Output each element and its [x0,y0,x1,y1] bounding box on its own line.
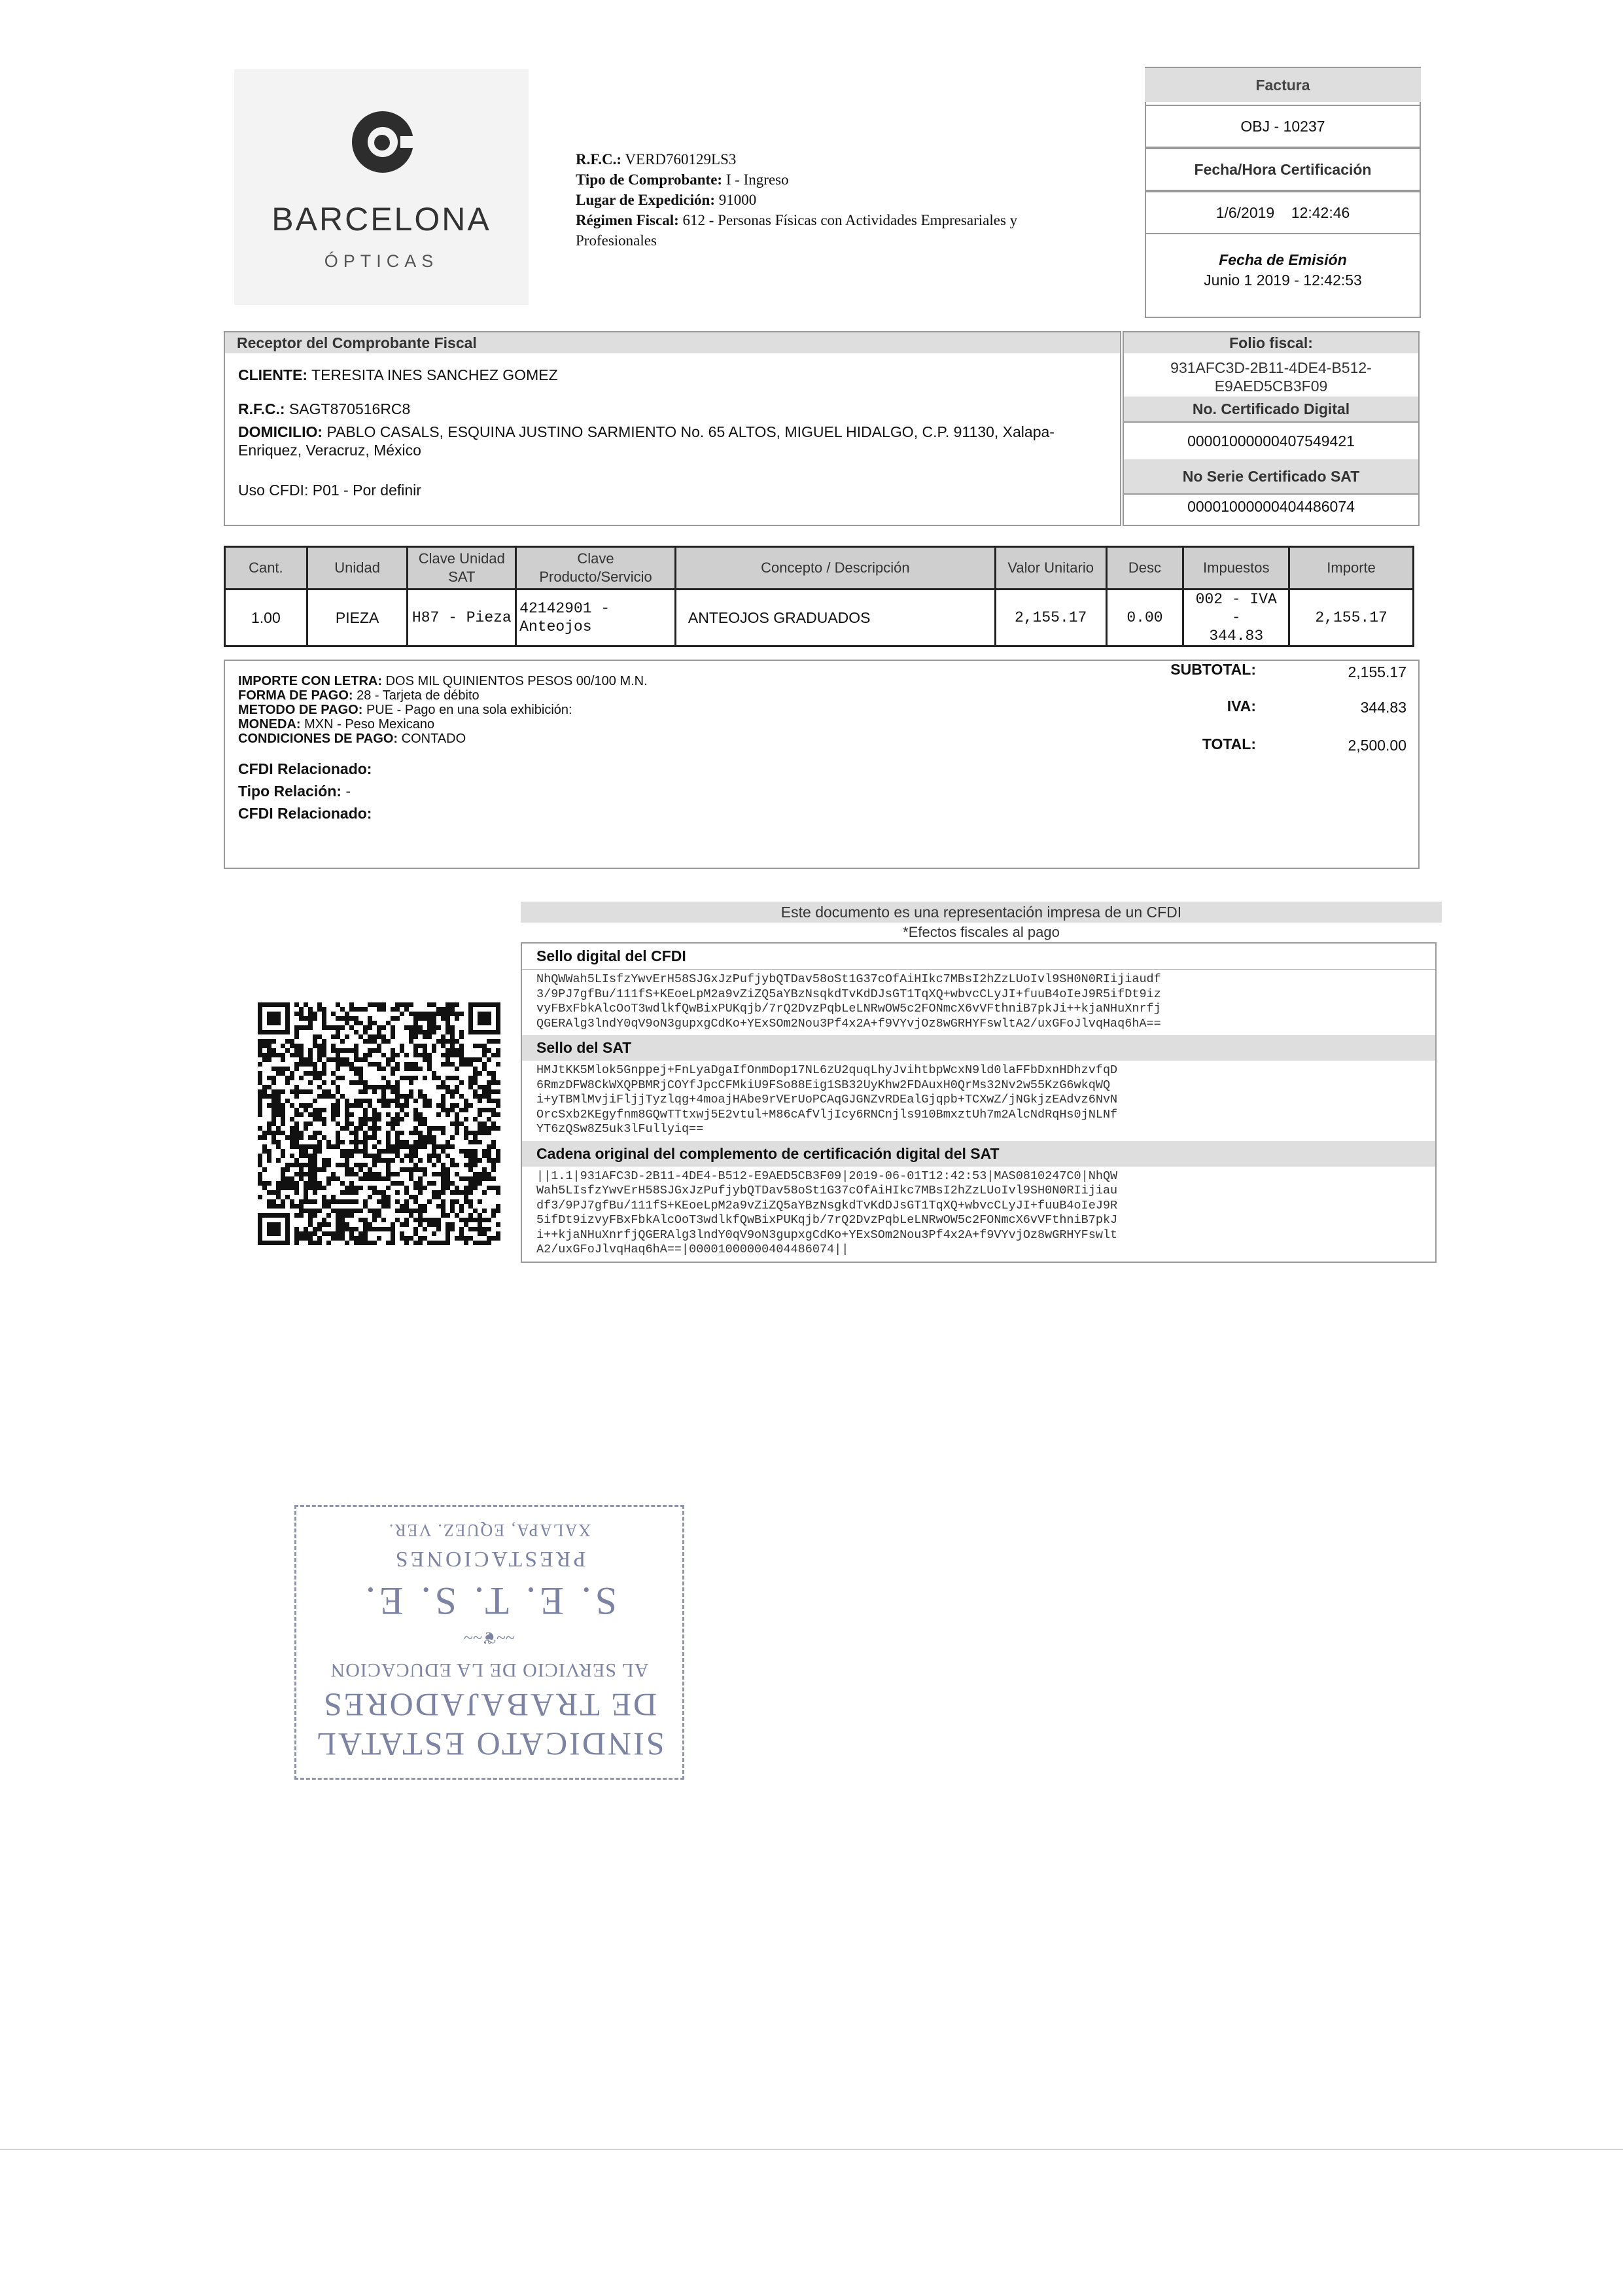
lugar-expedicion-label: Lugar de Expedición: [576,192,715,208]
folio-section [1123,331,1420,526]
tipo-relacion-label: Tipo Relación: [238,783,342,800]
moneda: MXN - Peso Mexicano [304,717,435,732]
receptor-rfc-label: R.F.C.: [238,400,285,417]
metodo-pago: PUE - Pago en una sola exhibición: [366,703,572,717]
cliente-line [238,366,558,384]
sello-sat-title: Sello del SAT [522,1035,1435,1061]
col-clave-producto: Clave Producto/Servicio [516,547,676,590]
sello-cfdi-box [521,942,1437,1263]
col-impuestos: Impuestos [1183,547,1289,590]
moneda-label: MONEDA: [238,717,301,732]
subtotal-label: SUBTOTAL: [1170,661,1256,678]
sello-cfdi-line: 3/9PJ7gfBu/111fS+KEoeLpM2a9vZiZQ5aYBzNsqkdTvKdDJsGT1TqXQ+wbvcCLyJI+fuuB4oIeJ9R5ifDt9iz [536,987,1161,1001]
invoice-number: OBJ - 10237 [1145,105,1421,148]
serie-sat: 00001000000404486074 [1124,493,1418,518]
sello-sat-line: HMJtKK5Mlok5Gnppej+FnLyaDgaIfOnmDop17NL6zU2quqLhyJvihtbpWcxN9ld0laFFbDxnHDhzvfqD [536,1063,1118,1077]
items-header-row [225,547,1414,590]
clave-producto-desc: Anteojos [519,618,592,635]
sello-cfdi-line: QGERAlg3lndY0qV9oN3gupxgCdKo+YExSOm2Nou3Pf4x2A+f9VYvjOz8wGRHYFswltA2/uxGFoJlvqHaq6hA== [536,1016,1161,1031]
regimen-fiscal-cont: Profesionales [576,232,657,249]
regimen-fiscal: 612 - Personas Físicas con Actividades Empresariales y [682,212,1018,228]
condiciones-label: CONDICIONES DE PAGO: [238,732,398,746]
total-value: 2,500.00 [1348,737,1406,754]
total-label: TOTAL: [1202,735,1256,752]
union-stamp [294,1505,684,1780]
items-table [224,546,1414,647]
page-bottom-rule [0,2149,1623,2150]
cert-datetime-label: Fecha/Hora Certificación [1145,148,1421,191]
cert-time: 12:42:46 [1291,204,1350,221]
cell-unidad: PIEZA [307,590,408,646]
stamp-ornament-icon: ~~❦~~ [463,1628,515,1647]
tipo-comprobante-label: Tipo de Comprobante: [576,171,723,188]
sello-sat-line: YT6zQSw8Z5uk3lFullyiq== [536,1122,704,1136]
issuer-rfc: VERD760129LS3 [625,151,737,168]
sello-sat-text [522,1061,1435,1141]
metodo-pago-label: METODO DE PAGO: [238,703,363,717]
stamp-line3: AL SERVICIO DE LA EDUCACION [330,1659,649,1681]
emision-value: Junio 1 2019 - 12:42:53 [1204,272,1362,289]
domicilio-label: DOMICILIO: [238,423,323,440]
domicilio: PABLO CASALS, ESQUINA JUSTINO SARMIENTO No. 65 ALTOS, MIGUEL HIDALGO, C.P. 91130, Xalapa- [326,423,1055,440]
col-clave-unidad: Clave Unidad SAT [408,547,516,590]
tipo-relacion: - [345,783,351,800]
clave-producto-code: 42142901 - [519,600,610,617]
cell-valor-unitario: 2,155.17 [995,590,1106,646]
efectos-fiscales: *Efectos fiscales al pago [903,924,1060,940]
receptor-rfc-line [238,400,410,418]
cell-importe: 2,155.17 [1289,590,1414,646]
subtotal-value: 2,155.17 [1348,663,1406,680]
cfdi-relacionado-2: CFDI Relacionado: [238,805,372,822]
forma-pago: 28 - Tarjeta de débito [357,688,480,703]
cert-digital: 00001000000407549421 [1124,421,1418,459]
uso-cfdi-line [238,482,421,499]
condiciones-line [238,732,466,746]
cadena-line: df3/9PJ7gfBu/111fS+KEoeLpM2a9vZiZQ5aYBzNsgkdTvKdDJsGT1TqXQ+wbvcCLyJI+fuuB4oIeJ9R [536,1198,1118,1212]
moneda-line [238,717,434,732]
sello-cfdi-line: NhQWWah5LIsfzYwvErH58SJGxJzPufjybQTDav58oSt1G37cOfAiHIkc7MBsI2hZzLUoIvl9SH0N0RIijiaudf [536,972,1161,986]
folio-line2: E9AED5CB3F09 [1214,378,1328,395]
cadena-line: 5ifDt9izvyFBxFbkAlcOoT3wdlkfQwBixPUKqjb/7rQ2DvzPqbLeLNRwOW5c2FONmcX6vVFthniB7pkJ [536,1213,1118,1227]
receptor-title: Receptor del Comprobante Fiscal [225,332,1120,353]
uso-cfdi: P01 - Por definir [312,482,421,499]
cert-digital-label: No. Certificado Digital [1124,397,1418,421]
tipo-comprobante: I - Ingreso [725,171,789,188]
cadena-original-title: Cadena original del complemento de certificación digital del SAT [522,1141,1435,1167]
domicilio-cont: Enriquez, Veracruz, México [238,442,421,459]
importe-letra: DOS MIL QUINIENTOS PESOS 00/100 M.N. [385,674,648,688]
stamp-line4: S. E. T. S. E. [361,1580,618,1623]
totals-section [224,660,1420,869]
col-unidad: Unidad [307,547,408,590]
stamp-line5: PRESTACIONES [393,1547,586,1571]
cadena-line: i++kjaNHuXnrfjQGERAlg3lndY0qV9oN3gupxgCdKo+YExSOm2Nou3Pf4x2A+f9VYvjOz8wGRHYFswlt [536,1227,1118,1242]
cfdi-banner: Este documento es una representación impresa de un CFDI [521,902,1442,923]
logo-mark-icon [352,111,413,173]
col-cant: Cant. [225,547,307,590]
folio-fiscal [1124,359,1418,395]
cell-cant: 1.00 [225,590,307,646]
cliente-label: CLIENTE: [238,366,308,383]
folio-line1: 931AFC3D-2B11-4DE4-B512- [1170,359,1372,376]
iva-value: 344.83 [1360,699,1406,716]
cfdi-section [521,902,1442,1263]
regimen-fiscal-label: Régimen Fiscal: [576,212,679,228]
issuer-rfc-label: R.F.C.: [576,151,622,168]
iva-label: IVA: [1227,698,1256,715]
issuer-info [576,149,1099,251]
domicilio-line [238,423,1055,459]
cert-date: 1/6/2019 [1215,204,1275,221]
forma-pago-label: FORMA DE PAGO: [238,688,353,703]
stamp-line6: XALAPA, EQUEZ. VER. [387,1521,591,1540]
col-importe: Importe [1289,547,1414,590]
receptor-section [224,331,1121,526]
company-logo [234,69,529,305]
impuestos-type: 002 - IVA - [1195,591,1277,626]
sello-sat-line: OrcSxb2KEgyfnm8GQwTTtxwj5E2vtul+M86cAfVljIcy6RNCnjls910BmxztUh7m2AlcNdRqHs0jNLNf [536,1107,1118,1122]
factura-label: Factura [1145,68,1421,102]
lugar-expedicion: 91000 [718,192,757,208]
importe-letra-label: IMPORTE CON LETRA: [238,674,382,688]
receptor-rfc: SAGT870516RC8 [288,400,411,417]
importe-letra-line [238,674,648,688]
col-concepto: Concepto / Descripción [675,547,995,590]
stamp-line1: SINDICATO ESTATAL [314,1726,665,1763]
uso-cfdi-label: Uso CFDI: [238,482,309,499]
cell-impuestos [1183,590,1289,646]
stamp-line2: DE TRABAJADORES [321,1687,657,1723]
cadena-original-text [522,1167,1435,1262]
cell-clave-producto [516,590,676,646]
forma-pago-line [238,688,480,703]
impuestos-value: 344.83 [1209,627,1264,645]
cadena-line: A2/uxGFoJlvqHaq6hA==|00001000000404486074|| [536,1243,849,1256]
cell-desc: 0.00 [1106,590,1183,646]
emision-label: Fecha de Emisión [1219,251,1347,268]
sello-sat-line: i+yTBMlMvjiFljjTyzlqg+4moajHAbe9rVErUoPCAqGJGNZvRDEalGjqpb+TCXwZ/jNGkjzEAdvz6NvN [536,1093,1118,1106]
cadena-line: Wah5LIsfzYwvErH58SJGxJzPufjybQTDav58oSt1G37cOfAiHIkc7MBsI2hZzLUoIvl9SH0N0RIijiau [536,1184,1118,1197]
sello-sat-line: 6RmzDFW8CkWXQPBMRjCOYfJpcCFMkiU9FSo88Eig1SB32UyKhw2FDAuxH0QrMs32Nv2w55KzG6wkqWQ [536,1078,1111,1092]
table-row [225,590,1414,646]
sello-cfdi-text [522,969,1435,1035]
cell-clave-unidad: H87 - Pieza [408,590,516,646]
metodo-pago-line [238,703,572,717]
logo-name: BARCELONA [271,201,491,238]
sello-cfdi-line: vyFBxFbkAlcOoT3wdlkfQwBixPUKqjb/7rQ2DvzPqbLeLNRwOW5c2FONmcX6vVFthniB7pkJi++kjaNHuXnrfj [536,1002,1161,1016]
cert-datetime [1145,191,1421,234]
cfdi-relacionado-1: CFDI Relacionado: [238,760,372,777]
qr-code-icon [256,1001,502,1250]
emision-block [1145,251,1421,289]
cell-concepto: ANTEOJOS GRADUADOS [675,590,995,646]
col-valor-unitario: Valor Unitario [995,547,1106,590]
cliente-name: TERESITA INES SANCHEZ GOMEZ [311,366,558,383]
tipo-relacion-line [238,784,351,798]
condiciones: CONTADO [401,732,466,746]
sello-cfdi-title: Sello digital del CFDI [536,947,686,964]
cadena-line: ||1.1|931AFC3D-2B11-4DE4-B512-E9AED5CB3F09|2019-06-01T12:42:53|MAS0810247C0|NhQW [536,1169,1118,1183]
logo-subtitle: ÓPTICAS [324,251,439,271]
folio-label: Folio fiscal: [1124,332,1418,353]
serie-sat-label: No Serie Certificado SAT [1124,459,1418,493]
col-desc: Desc [1106,547,1183,590]
